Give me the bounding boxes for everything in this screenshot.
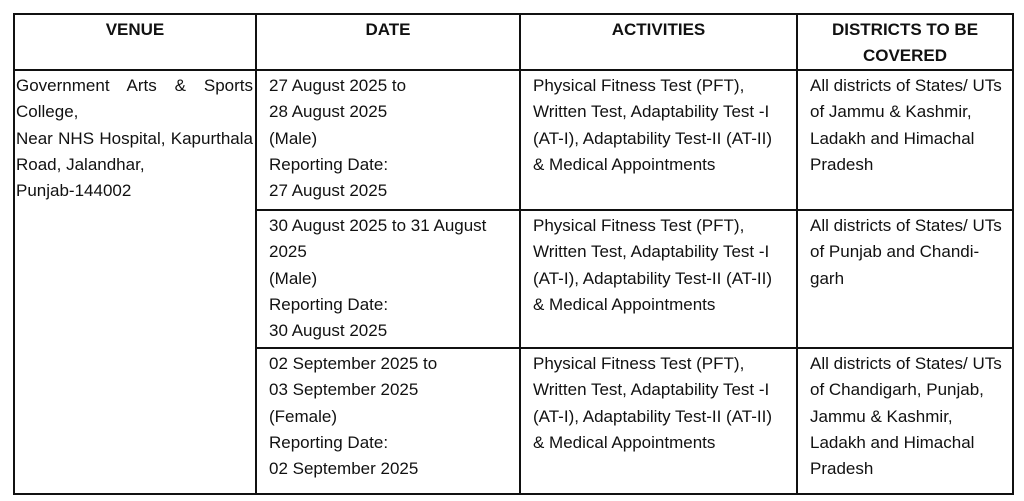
district-line: Pradesh: [810, 154, 874, 174]
district-line: garh: [810, 268, 845, 288]
districts-header-line2: COVERED: [862, 46, 948, 65]
schedule-table: [13, 13, 1014, 495]
districts-cell: [797, 210, 1013, 348]
date-line: 03 September 2025: [269, 380, 419, 400]
activities-cell: [520, 70, 797, 210]
date-line: Reporting Date:: [269, 432, 389, 452]
table-row: [14, 70, 1013, 210]
date-line: 28 August 2025: [269, 102, 388, 122]
activity-line: & Medical Appointments: [533, 294, 716, 314]
activity-line: Written Test, Adaptability Test -I: [533, 242, 770, 262]
activities-cell: [520, 348, 797, 494]
date-line: Reporting Date:: [269, 154, 389, 174]
date-line: 02 September 2025 to: [269, 354, 438, 373]
districts-cell: [797, 348, 1013, 494]
district-line: of Chandigarh, Punjab,: [810, 380, 984, 400]
district-line: Ladakh and Himachal: [810, 128, 975, 148]
districts-header: [797, 14, 1013, 70]
districts-cell: [797, 70, 1013, 210]
district-line: All districts of States/ UTs: [810, 216, 1002, 235]
district-line: All districts of States/ UTs: [810, 76, 1002, 95]
venue-line: Road, Jalandhar,: [16, 154, 145, 174]
date-line: 02 September 2025: [269, 459, 419, 479]
activity-line: Physical Fitness Test (PFT),: [533, 216, 745, 235]
venue-line: Near NHS Hospital, Kapurthala: [16, 128, 253, 148]
activity-line: & Medical Appointments: [533, 154, 716, 174]
activity-line: Physical Fitness Test (PFT),: [533, 354, 745, 373]
date-line: 30 August 2025 to 31 August: [269, 216, 487, 235]
date-line: 2025: [269, 242, 307, 262]
date-cell: [256, 70, 520, 210]
districts-header-line1: DISTRICTS TO BE: [831, 20, 979, 39]
activity-line: & Medical Appointments: [533, 432, 716, 452]
activity-line: Written Test, Adaptability Test -I: [533, 380, 770, 400]
venue-cell: [14, 70, 256, 494]
activity-line: Written Test, Adaptability Test -I: [533, 102, 770, 122]
date-line: 27 August 2025 to: [269, 76, 407, 95]
date-line: (Male): [269, 268, 318, 288]
activities-cell: [520, 210, 797, 348]
date-line: 30 August 2025: [269, 321, 388, 341]
date-line: (Female): [269, 406, 338, 426]
date-cell: [256, 348, 520, 494]
activity-line: (AT-I), Adaptability Test-II (AT-II): [533, 128, 773, 148]
activities-header: ACTIVITIES: [520, 14, 797, 70]
date-line: Reporting Date:: [269, 294, 389, 314]
district-line: Pradesh: [810, 459, 874, 479]
activity-line: Physical Fitness Test (PFT),: [533, 76, 745, 95]
venue-line: Government Arts & Sports: [16, 76, 253, 95]
header-row: [14, 14, 1013, 70]
venue-header: VENUE: [14, 14, 256, 70]
district-line: of Punjab and Chandi-: [810, 242, 980, 262]
activity-line: (AT-I), Adaptability Test-II (AT-II): [533, 268, 773, 288]
date-cell: [256, 210, 520, 348]
venue-line: Punjab-144002: [16, 181, 132, 201]
district-line: Ladakh and Himachal: [810, 432, 975, 452]
date-line: 27 August 2025: [269, 181, 388, 201]
date-line: (Male): [269, 128, 318, 148]
date-header: DATE: [256, 14, 520, 70]
district-line: of Jammu & Kashmir,: [810, 102, 972, 122]
district-line: All districts of States/ UTs: [810, 354, 1002, 373]
venue-line: College,: [16, 102, 79, 122]
district-line: Jammu & Kashmir,: [810, 406, 953, 426]
activity-line: (AT-I), Adaptability Test-II (AT-II): [533, 406, 773, 426]
